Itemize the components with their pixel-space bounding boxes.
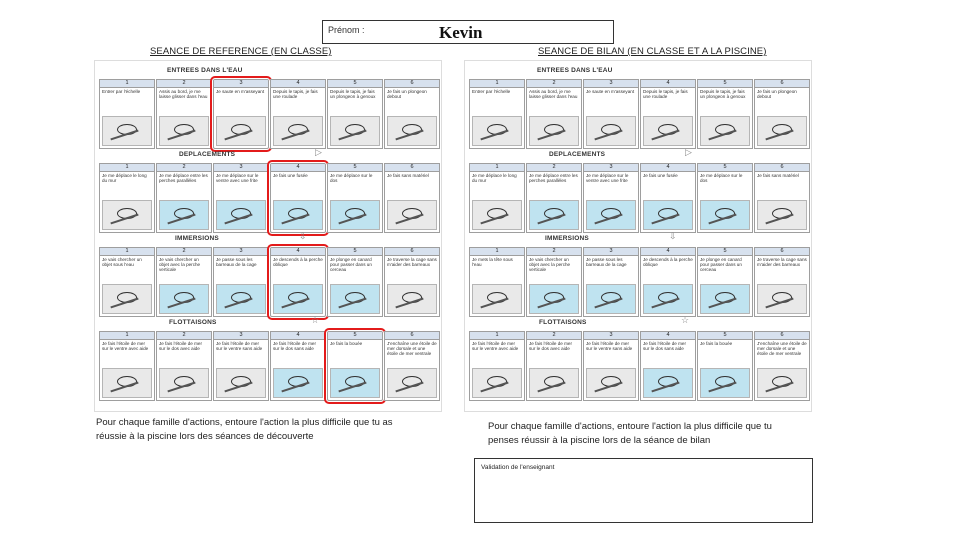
card-description: Je fais un plongeon debout [757, 89, 797, 100]
card-number: 3 [214, 248, 268, 256]
card-number: 5 [328, 332, 382, 340]
card-number: 3 [214, 164, 268, 172]
swimmer-illustration [387, 368, 437, 398]
left-activity-card[interactable] [156, 163, 212, 233]
card-number: 5 [698, 80, 752, 88]
card-number: 3 [584, 248, 638, 256]
left-activity-card[interactable] [384, 163, 440, 233]
swimmer-illustration [472, 284, 522, 314]
star-icon: ☆ [681, 315, 690, 325]
card-number: 1 [100, 248, 154, 256]
card-description: Je vais chercher un objet sous l'eau [102, 257, 142, 268]
card-number: 1 [470, 164, 524, 172]
swimmer-illustration [330, 368, 380, 398]
right-bilan-sheet [464, 60, 812, 412]
card-description: Je me déplace sur le dos [700, 173, 743, 184]
card-number: 6 [755, 164, 809, 172]
left-activity-card[interactable] [156, 331, 212, 401]
swimmer-illustration [102, 200, 152, 230]
left-section-title: FLOTTAISONS [169, 319, 217, 326]
card-description: Je traverse la cage sans m'aider des barreaux [757, 257, 807, 268]
swimmer-illustration [387, 116, 437, 146]
right-activity-card[interactable] [469, 79, 525, 149]
swimmer-illustration [643, 200, 693, 230]
card-number: 5 [328, 80, 382, 88]
card-number: 4 [641, 332, 695, 340]
left-panel-title: SEANCE DE REFERENCE (EN CLASSE) [150, 46, 332, 57]
card-description: Assis au bord, je me laisse glisser dans l'eau [529, 89, 578, 100]
swimmer-illustration [586, 200, 636, 230]
swimmer-illustration [472, 200, 522, 230]
swimmer-illustration [757, 368, 807, 398]
swimmer-illustration [643, 368, 693, 398]
card-number: 2 [527, 332, 581, 340]
right-activity-card[interactable] [697, 163, 753, 233]
left-activity-card[interactable] [99, 163, 155, 233]
swimmer-illustration [529, 284, 579, 314]
left-activity-card-circled[interactable] [327, 331, 383, 401]
card-number: 3 [214, 332, 268, 340]
name-box[interactable] [322, 20, 614, 44]
left-activity-card[interactable] [327, 247, 383, 317]
swimmer-illustration [387, 284, 437, 314]
left-activity-card[interactable] [327, 79, 383, 149]
card-number: 4 [271, 164, 325, 172]
left-reference-sheet [94, 60, 442, 412]
right-activity-card[interactable] [469, 247, 525, 317]
swimmer-illustration [102, 284, 152, 314]
right-activity-card[interactable] [754, 163, 810, 233]
left-activity-card-circled[interactable] [270, 163, 326, 233]
right-activity-card[interactable] [469, 163, 525, 233]
card-number: 6 [755, 80, 809, 88]
card-number: 6 [385, 332, 439, 340]
swimmer-illustration [472, 116, 522, 146]
right-activity-card[interactable] [697, 331, 753, 401]
card-description: Depuis le tapis, je fais une roulade [643, 89, 688, 100]
right-activity-card[interactable] [640, 247, 696, 317]
card-description: Depuis le tapis, je fais un plongeon à genoux [700, 89, 746, 100]
card-number: 3 [214, 80, 268, 88]
right-activity-card[interactable] [526, 247, 582, 317]
left-activity-card[interactable] [213, 247, 269, 317]
validation-label: Validation de l'enseignant [481, 464, 555, 471]
left-activity-card[interactable] [213, 331, 269, 401]
swimmer-illustration [700, 284, 750, 314]
right-activity-card[interactable] [697, 79, 753, 149]
card-description: Assis au bord, je me laisse glisser dans l'eau [159, 89, 208, 100]
left-activity-row [99, 331, 441, 401]
swimmer-illustration [757, 116, 807, 146]
card-number: 4 [641, 248, 695, 256]
right-activity-card[interactable] [640, 331, 696, 401]
right-section-title: DEPLACEMENTS [549, 151, 606, 158]
swimmer-illustration [159, 200, 209, 230]
card-number: 4 [271, 80, 325, 88]
card-description: Entrer par l'échelle [102, 89, 141, 94]
left-activity-card[interactable] [99, 331, 155, 401]
swimmer-illustration [757, 200, 807, 230]
card-number: 5 [698, 332, 752, 340]
left-activity-row [99, 79, 441, 149]
card-description: Je saute en m'asseyant [216, 89, 265, 94]
card-description: Je descends à la perche oblique [643, 257, 693, 268]
card-number: 2 [157, 248, 211, 256]
left-activity-card[interactable] [213, 163, 269, 233]
swimmer-illustration [700, 368, 750, 398]
name-value: Kevin [439, 23, 483, 42]
swimmer-illustration [330, 200, 380, 230]
card-description: Je me déplace entre les perches parallèles [529, 173, 578, 184]
card-description: Je plonge en canard pour passer dans un cerceau [330, 257, 372, 273]
right-activity-row [469, 163, 811, 233]
card-description: Je passe sous les barreaux de la cage [216, 257, 257, 268]
card-number: 6 [385, 248, 439, 256]
star-icon: ☆ [311, 315, 320, 325]
card-description: Je fais la bouée [700, 341, 733, 346]
card-description: Je passe sous les barreaux de la cage [586, 257, 627, 268]
card-description: Je traverse la cage sans m'aider des barreaux [387, 257, 437, 268]
swimmer-illustration [273, 368, 323, 398]
swimmer-illustration [643, 116, 693, 146]
card-description: Je fais l'étoile de mer sur le dos avec aide [529, 341, 573, 352]
left-activity-card[interactable] [156, 247, 212, 317]
right-activity-card[interactable] [583, 331, 639, 401]
right-activity-card[interactable] [697, 247, 753, 317]
right-activity-card[interactable] [583, 163, 639, 233]
card-description: Je fais une fusée [643, 173, 678, 178]
swimmer-illustration [216, 200, 266, 230]
card-number: 2 [157, 80, 211, 88]
right-section-title: FLOTTAISONS [539, 319, 587, 326]
left-section-title: ENTREES DANS L'EAU [167, 67, 243, 74]
teacher-validation-box[interactable] [474, 458, 813, 523]
card-description: Je me déplace sur le ventre avec une frite [586, 173, 629, 184]
left-activity-card-circled[interactable] [213, 79, 269, 149]
right-activity-card[interactable] [640, 163, 696, 233]
swimmer-illustration [159, 368, 209, 398]
right-activity-row [469, 247, 811, 317]
card-description: Je mets la tête sous l'eau [472, 257, 513, 268]
left-activity-card[interactable] [384, 247, 440, 317]
left-activity-row [99, 163, 441, 233]
card-description: Je fais l'étoile de mer sur le dos sans aide [273, 341, 317, 352]
swimmer-illustration [330, 116, 380, 146]
swimmer-illustration [102, 116, 152, 146]
arrow-down-icon: ⇩ [299, 231, 307, 241]
swimmer-illustration [643, 284, 693, 314]
swimmer-illustration [529, 368, 579, 398]
swimmer-illustration [216, 116, 266, 146]
card-number: 5 [328, 164, 382, 172]
card-number: 1 [470, 248, 524, 256]
right-activity-row [469, 79, 811, 149]
card-description: Je fais sans matériel [387, 173, 429, 178]
right-activity-card[interactable] [526, 79, 582, 149]
card-number: 5 [328, 248, 382, 256]
swimmer-illustration [273, 116, 323, 146]
card-number: 1 [100, 80, 154, 88]
arrow-down-icon: ⇩ [669, 231, 677, 241]
card-description: Je descends à la perche oblique [273, 257, 323, 268]
left-activity-card[interactable] [99, 247, 155, 317]
card-number: 4 [641, 80, 695, 88]
card-description: Entrer par l'échelle [472, 89, 511, 94]
card-description: Je fais l'étoile de mer sur le dos avec aide [159, 341, 203, 352]
card-number: 6 [385, 164, 439, 172]
card-number: 6 [385, 80, 439, 88]
card-number: 2 [527, 80, 581, 88]
name-label: Prénom : [328, 25, 365, 35]
left-instruction-line-1: Pour chaque famille d'actions, entoure l'action la plus difficile que tu as [96, 417, 393, 428]
left-activity-card[interactable] [384, 79, 440, 149]
card-description: Je fais la bouée [330, 341, 363, 346]
card-number: 6 [755, 248, 809, 256]
arrow-right-icon: ▷ [315, 147, 322, 157]
card-description: Depuis le tapis, je fais une roulade [273, 89, 318, 100]
right-instruction-line-2: penses réussir à la piscine lors de la séance de bilan [488, 435, 711, 446]
card-number: 1 [470, 332, 524, 340]
card-number: 2 [157, 332, 211, 340]
card-number: 4 [271, 332, 325, 340]
right-panel-title: SEANCE DE BILAN (EN CLASSE ET A LA PISCINE) [538, 46, 767, 57]
swimmer-illustration [216, 368, 266, 398]
card-description: Je fais l'étoile de mer sur le ventre sans aide [586, 341, 633, 352]
card-number: 6 [755, 332, 809, 340]
card-description: Je fais l'étoile de mer sur le dos sans aide [643, 341, 687, 352]
swimmer-illustration [586, 284, 636, 314]
right-activity-card[interactable] [754, 79, 810, 149]
right-instruction-line-1: Pour chaque famille d'actions, entoure l'action la plus difficile que tu [488, 421, 772, 432]
card-description: Je vais chercher un objet avec la perche verticale [159, 257, 201, 273]
swimmer-illustration [102, 368, 152, 398]
card-number: 2 [527, 248, 581, 256]
right-activity-card[interactable] [754, 331, 810, 401]
swimmer-illustration [472, 368, 522, 398]
left-activity-card[interactable] [384, 331, 440, 401]
right-activity-card[interactable] [583, 79, 639, 149]
right-activity-card[interactable] [526, 163, 582, 233]
swimmer-illustration [330, 284, 380, 314]
left-section-title: IMMERSIONS [175, 235, 219, 242]
swimmer-illustration [216, 284, 266, 314]
card-description: Je saute en m'asseyant [586, 89, 635, 94]
swimmer-illustration [159, 116, 209, 146]
swimmer-illustration [700, 116, 750, 146]
card-description: Je fais l'étoile de mer sur le ventre sans aide [216, 341, 263, 352]
right-activity-card[interactable] [640, 79, 696, 149]
card-description: J'enchaîne une étoile de mer dorsale et une étoile de mer ventrale [757, 341, 807, 357]
left-instructions [96, 416, 456, 444]
card-number: 4 [641, 164, 695, 172]
left-instruction-line-2: réussie à la piscine lors des séances de découverte [96, 431, 314, 442]
card-number: 5 [698, 164, 752, 172]
left-activity-card-circled[interactable] [270, 247, 326, 317]
card-number: 3 [584, 164, 638, 172]
right-activity-row [469, 331, 811, 401]
card-description: Je vais chercher un objet avec la perche verticale [529, 257, 571, 273]
left-section-title: DEPLACEMENTS [179, 151, 236, 158]
card-number: 3 [584, 80, 638, 88]
card-number: 4 [271, 248, 325, 256]
card-number: 3 [584, 332, 638, 340]
card-description: Je fais sans matériel [757, 173, 799, 178]
right-activity-card[interactable] [754, 247, 810, 317]
card-description: Depuis le tapis, je fais un plongeon à genoux [330, 89, 376, 100]
card-number: 1 [100, 164, 154, 172]
left-activity-card[interactable] [156, 79, 212, 149]
card-number: 5 [698, 248, 752, 256]
swimmer-illustration [529, 200, 579, 230]
swimmer-illustration [586, 116, 636, 146]
right-section-title: ENTREES DANS L'EAU [537, 67, 613, 74]
card-number: 2 [157, 164, 211, 172]
left-activity-card[interactable] [270, 331, 326, 401]
swimmer-illustration [757, 284, 807, 314]
card-number: 1 [100, 332, 154, 340]
card-description: Je me déplace le long du mur [472, 173, 517, 184]
card-description: Je me déplace sur le ventre avec une frite [216, 173, 259, 184]
swimmer-illustration [159, 284, 209, 314]
right-activity-card[interactable] [526, 331, 582, 401]
card-description: Je fais un plongeon debout [387, 89, 427, 100]
swimmer-illustration [387, 200, 437, 230]
card-description: Je fais l'étoile de mer sur le ventre avec aide [472, 341, 519, 352]
right-activity-card[interactable] [469, 331, 525, 401]
left-activity-row [99, 247, 441, 317]
right-instructions [488, 420, 818, 448]
right-section-title: IMMERSIONS [545, 235, 589, 242]
swimmer-illustration [700, 200, 750, 230]
swimmer-illustration [273, 200, 323, 230]
card-number: 1 [470, 80, 524, 88]
swimmer-illustration [586, 368, 636, 398]
card-description: Je me déplace entre les perches parallèles [159, 173, 208, 184]
card-description: Je fais une fusée [273, 173, 308, 178]
swimmer-illustration [273, 284, 323, 314]
left-activity-card[interactable] [327, 163, 383, 233]
swimmer-illustration [529, 116, 579, 146]
left-activity-card[interactable] [99, 79, 155, 149]
card-description: J'enchaîne une étoile de mer dorsale et une étoile de mer ventrale [387, 341, 437, 357]
card-description: Je fais l'étoile de mer sur le ventre avec aide [102, 341, 149, 352]
right-activity-card[interactable] [583, 247, 639, 317]
arrow-right-icon: ▷ [685, 147, 692, 157]
card-number: 2 [527, 164, 581, 172]
card-description: Je me déplace le long du mur [102, 173, 147, 184]
card-description: Je plonge en canard pour passer dans un cerceau [700, 257, 742, 273]
card-description: Je me déplace sur le dos [330, 173, 373, 184]
left-activity-card[interactable] [270, 79, 326, 149]
